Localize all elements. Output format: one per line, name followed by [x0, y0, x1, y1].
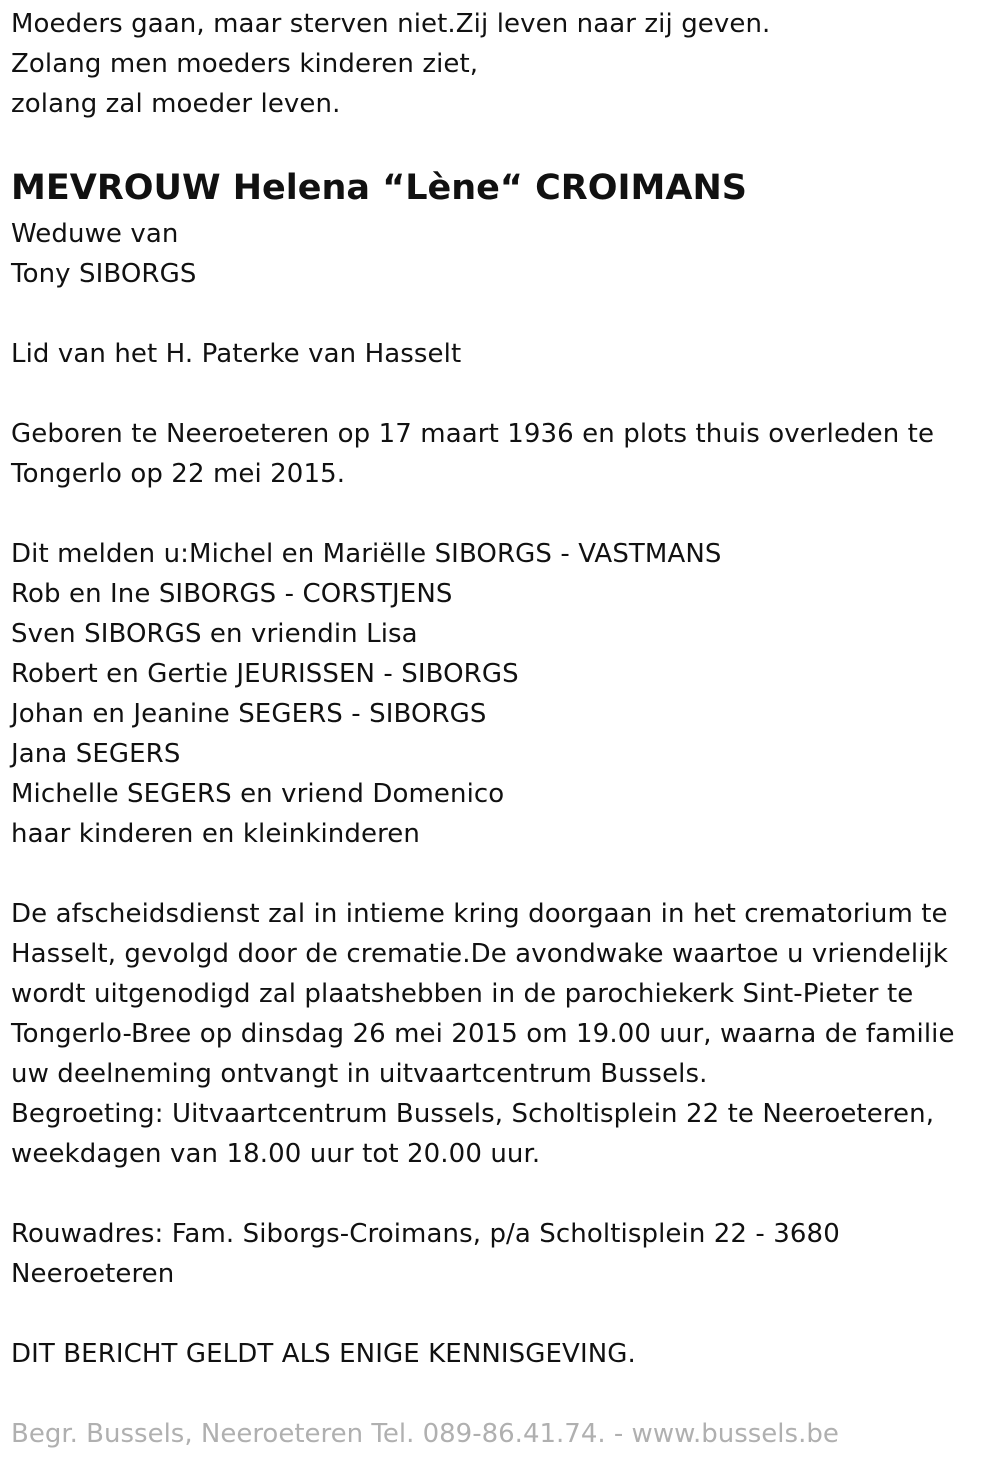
mourning-address	[11, 1214, 991, 1294]
spacer	[11, 1294, 991, 1334]
service-line: Tongerlo-Bree op dinsdag 26 mei 2015 om 19.00 uur, waarna de familie	[11, 1019, 955, 1049]
membership: Lid van het H. Paterke van Hasselt	[11, 339, 462, 369]
service-line: Hasselt, gevolgd door de crematie.De avondwake waartoe u vriendelijk	[11, 939, 948, 969]
spouse-name: Tony SIBORGS	[11, 259, 197, 289]
family-line: Johan en Jeanine SEGERS - SIBORGS	[11, 699, 487, 729]
family-line: Robert en Gertie JEURISSEN - SIBORGS	[11, 659, 519, 689]
family-line: Michelle SEGERS en vriend Domenico	[11, 779, 505, 809]
address-line: Rouwadres: Fam. Siborgs-Croimans, p/a Scholtisplein 22 - 3680	[11, 1219, 840, 1249]
deceased-name: MEVROUW Helena “Lène“ CROIMANS	[11, 168, 747, 208]
spacer	[11, 1174, 991, 1214]
birth-death-info	[11, 414, 991, 494]
service-line: De afscheidsdienst zal in intieme kring doorgaan in het crematorium te	[11, 899, 948, 929]
spacer	[11, 494, 991, 534]
service-line: uw deelneming ontvangt in uitvaartcentrum Bussels.	[11, 1059, 708, 1089]
funeral-home-footer: Begr. Bussels, Neeroeteren Tel. 089-86.41.74. - www.bussels.be	[11, 1419, 839, 1449]
service-line: Begroeting: Uitvaartcentrum Bussels, Scholtisplein 22 te Neeroeteren,	[11, 1099, 935, 1129]
address-line: Neeroeteren	[11, 1259, 175, 1289]
notice-statement: DIT BERICHT GELDT ALS ENIGE KENNISGEVING.	[11, 1339, 636, 1369]
poem-line: zolang zal moeder leven.	[11, 89, 341, 119]
poem-line: Zolang men moeders kinderen ziet,	[11, 49, 479, 79]
birth-line: Geboren te Neeroeteren op 17 maart 1936 en plots thuis overleden te	[11, 419, 935, 449]
service-line: wordt uitgenodigd zal plaatshebben in de parochiekerk Sint-Pieter te	[11, 979, 914, 1009]
service-line: weekdagen van 18.00 uur tot 20.00 uur.	[11, 1139, 541, 1169]
family-list	[11, 534, 991, 854]
family-line: haar kinderen en kleinkinderen	[11, 819, 420, 849]
service-info	[11, 894, 991, 1174]
widow-label: Weduwe van	[11, 219, 179, 249]
family-line: Sven SIBORGS en vriendin Lisa	[11, 619, 418, 649]
spacer	[11, 294, 991, 334]
poem	[11, 4, 991, 124]
spacer	[11, 374, 991, 414]
family-line: Rob en Ine SIBORGS - CORSTJENS	[11, 579, 453, 609]
birth-line: Tongerlo op 22 mei 2015.	[11, 459, 346, 489]
spacer	[11, 854, 991, 894]
obituary-notice	[11, 4, 991, 1374]
family-line: Jana SEGERS	[11, 739, 181, 769]
widow-of	[11, 214, 991, 294]
poem-line: Moeders gaan, maar sterven niet.Zij leven naar zij geven.	[11, 9, 771, 39]
family-line: Dit melden u:Michel en Mariëlle SIBORGS - VASTMANS	[11, 539, 722, 569]
